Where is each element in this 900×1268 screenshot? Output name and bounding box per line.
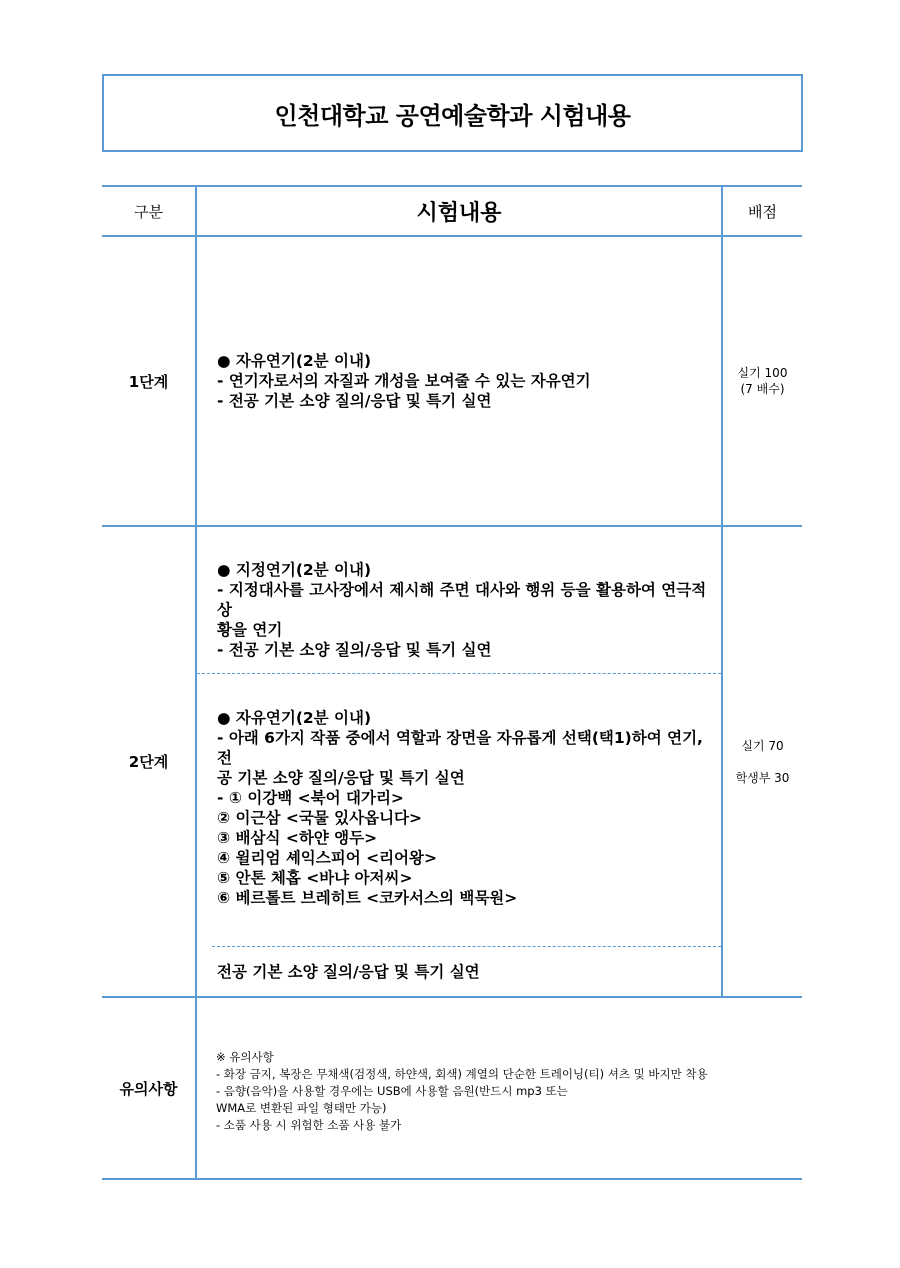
stage1-bottom-rule — [102, 525, 802, 527]
stage2-score — [723, 738, 802, 786]
notes-line: ※ 유의사항 — [216, 1050, 274, 1064]
stage2-block-c — [217, 962, 717, 982]
stage1-content — [217, 351, 717, 411]
table-bottom-rule — [102, 1178, 802, 1180]
stage2-a-line: - 전공 기본 소양 질의/응답 및 특기 실연 — [217, 641, 492, 659]
stage2-c-line: 전공 기본 소양 질의/응답 및 특기 실연 — [217, 963, 480, 981]
header-bottom-rule — [102, 235, 802, 237]
stage2-b-line: 공 기본 소양 질의/응답 및 특기 실연 — [217, 769, 465, 787]
stage2-divider-b — [212, 946, 721, 947]
stage1-score — [723, 237, 802, 525]
stage2-a-line: ● 지정연기(2분 이내) — [217, 561, 372, 579]
stage2-b-line: ● 자유연기(2분 이내) — [217, 709, 372, 727]
stage2-b-line: - ① 이강백 <북어 대가리> — [217, 789, 404, 807]
stage1-line: - 전공 기본 소양 질의/응답 및 특기 실연 — [217, 392, 492, 410]
notes-label: 유의사항 — [119, 1079, 178, 1098]
stage1-line: - 연기자로서의 자질과 개성을 보여줄 수 있는 자유연기 — [217, 372, 591, 390]
stage2-score-line: 학생부 30 — [735, 771, 790, 785]
stage2-b-line: - 아래 6가지 작품 중에서 역할과 장면을 자유롭게 선택(택1)하여 연기, 전 — [217, 729, 703, 767]
header-content: 시험내용 — [416, 200, 502, 226]
notes-line: - 음향(음악)을 사용할 경우에는 USB에 사용할 음원(반드시 mp3 또는 — [216, 1084, 568, 1098]
notes-line: WMA로 변환된 파일 형태만 가능) — [216, 1101, 387, 1115]
stage2-block-a — [217, 560, 717, 660]
column-divider-1 — [195, 185, 197, 1180]
stage1-score-line: 실기 100 — [737, 366, 788, 380]
stage1-label: 1단계 — [128, 372, 169, 391]
header-score: 배점 — [748, 202, 777, 221]
header-category: 구분 — [134, 202, 163, 221]
notes-line: - 화장 금지, 복장은 무채색(검정색, 하얀색, 회색) 계열의 단순한 트레이닝(티) 셔츠 및 바지만 착용 — [216, 1067, 708, 1081]
notes-content — [216, 1049, 716, 1134]
stage2-a-line: 황을 연기 — [217, 621, 283, 639]
stage2-b-line: ⑥ 베르톨트 브레히트 <코카서스의 백묵원> — [217, 889, 518, 907]
stage2-b-line: ③ 배삼식 <하얀 앵두> — [217, 829, 378, 847]
notes-line: - 소품 사용 시 위험한 소품 사용 불가 — [216, 1118, 402, 1132]
stage1-line: ● 자유연기(2분 이내) — [217, 352, 372, 370]
stage2-b-line: ② 이근삼 <국물 있사옵니다> — [217, 809, 423, 827]
page-title: 인천대학교 공연예술학과 시험내용 — [274, 101, 631, 130]
stage2-b-line: ④ 윌리엄 셰익스피어 <리어왕> — [217, 849, 437, 867]
stage2-a-line: - 지정대사를 고사장에서 제시해 주면 대사와 행위 등을 활용하여 연극적 상 — [217, 581, 707, 619]
stage2-bottom-rule — [102, 996, 802, 998]
stage2-b-line: ⑤ 안톤 체홉 <바냐 아저씨> — [217, 869, 413, 887]
stage2-score-line: 실기 70 — [741, 739, 784, 753]
title-box — [102, 74, 803, 152]
stage2-block-b — [217, 708, 717, 908]
stage1-score-line: (7 배수) — [740, 382, 785, 396]
stage2-label: 2단계 — [128, 753, 169, 771]
stage2-divider-a — [197, 673, 721, 674]
